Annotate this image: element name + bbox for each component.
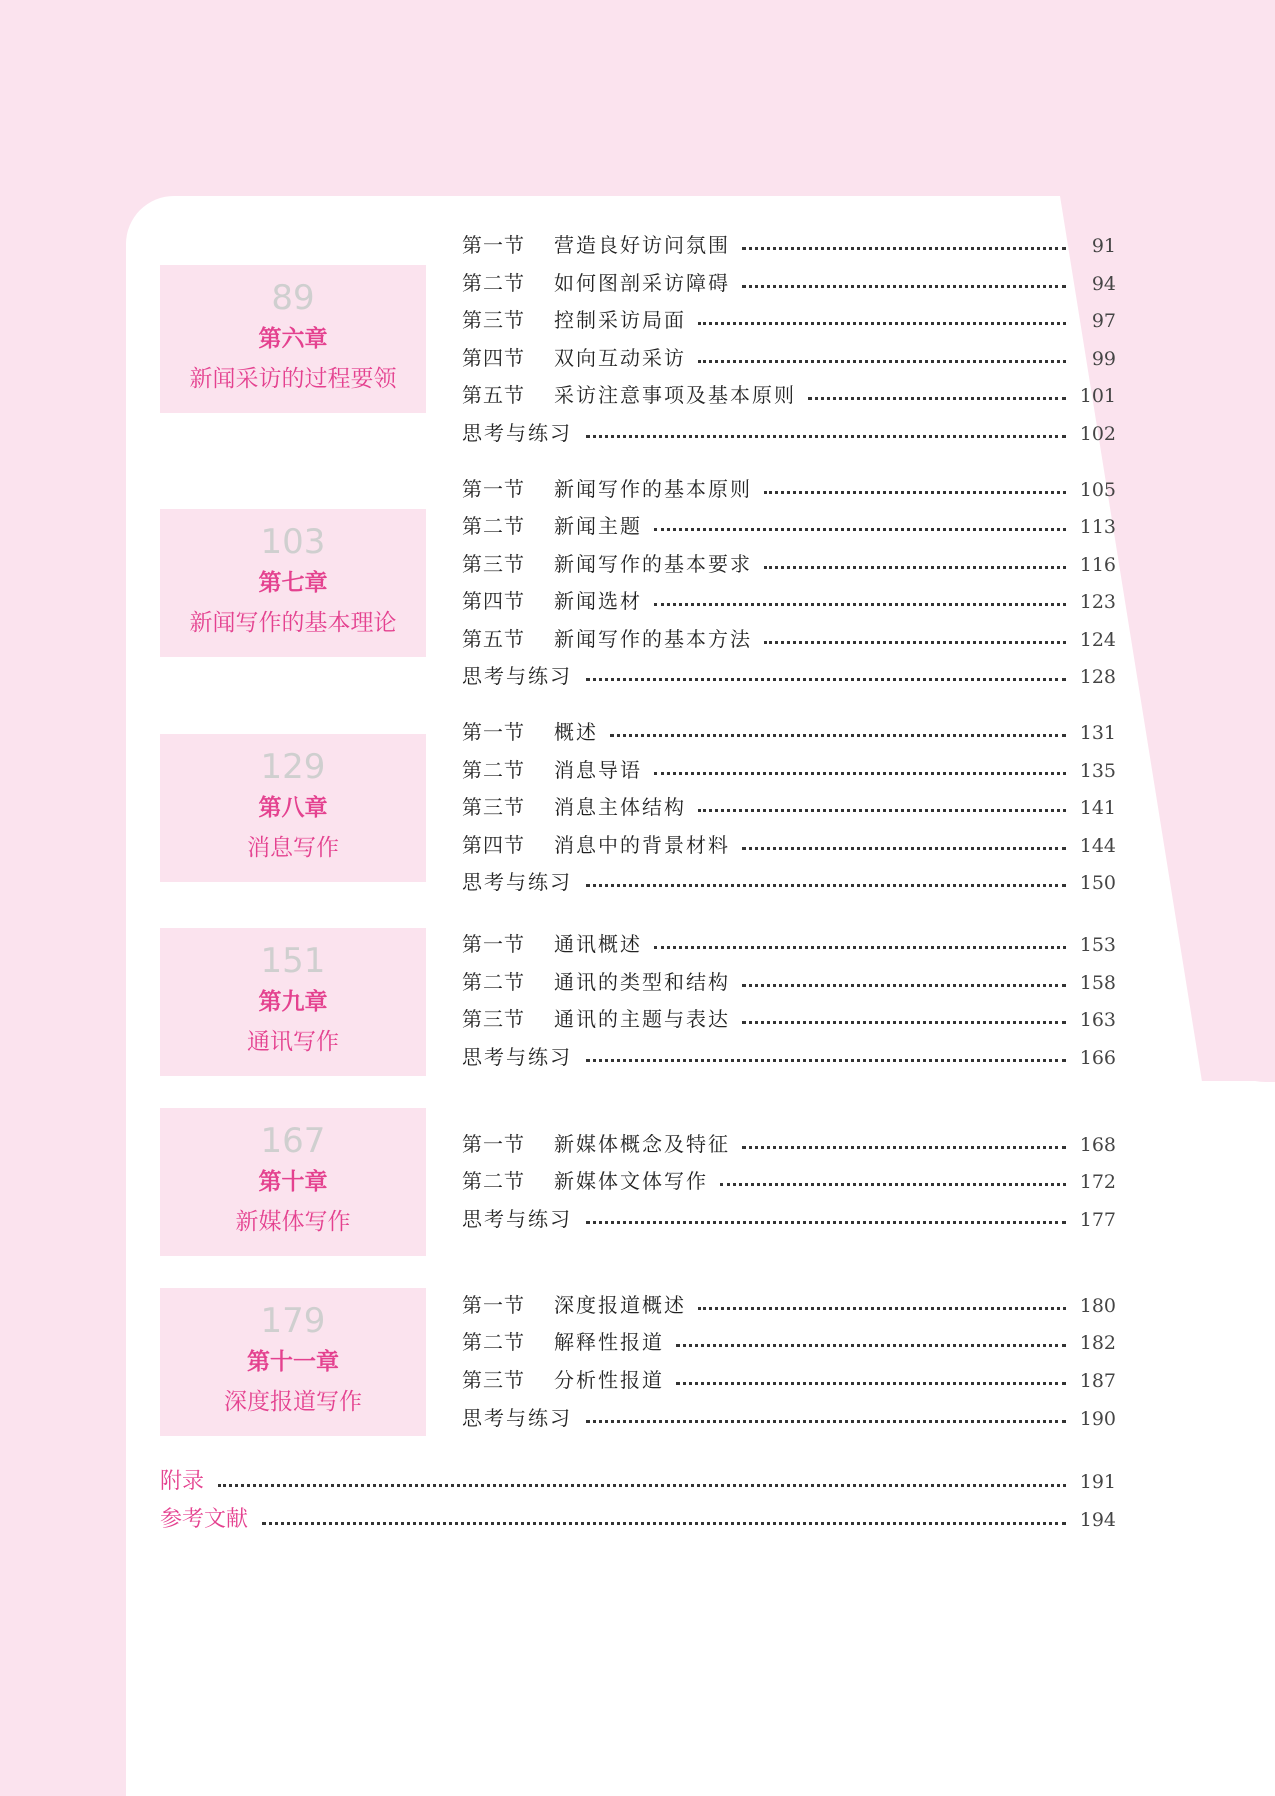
toc-entry[interactable] <box>462 1327 1116 1357</box>
toc-entry[interactable] <box>462 867 1116 897</box>
page-number: 172 <box>1079 1171 1116 1193</box>
chapter-start-page: 103 <box>260 522 326 562</box>
toc-entry[interactable] <box>462 418 1116 448</box>
chapter-start-page: 89 <box>271 278 315 318</box>
page-number: 128 <box>1079 666 1116 688</box>
chapter-title: 深度报道写作 <box>224 1389 362 1415</box>
section-number: 第三节 <box>462 795 525 819</box>
section-number: 第五节 <box>462 627 525 651</box>
section-number: 第三节 <box>462 552 525 576</box>
dot-leader <box>586 1420 1066 1423</box>
chapter-header <box>160 265 426 413</box>
section-number: 第一节 <box>462 477 525 501</box>
section-number: 第一节 <box>462 1132 525 1156</box>
chapter-header <box>160 1108 426 1256</box>
toc-entry[interactable] <box>462 474 1116 504</box>
page-number: 190 <box>1079 1408 1116 1430</box>
dot-leader <box>742 247 1066 250</box>
toc-entry[interactable] <box>462 830 1116 860</box>
toc-entry[interactable] <box>462 343 1116 373</box>
section-title: 如何图剖采访障碍 <box>554 271 730 295</box>
section-title: 双向互动采访 <box>554 346 686 370</box>
section-number: 第一节 <box>462 1293 525 1317</box>
section-title: 新闻写作的基本要求 <box>554 552 752 576</box>
section-number: 思考与练习 <box>462 870 572 894</box>
section-number: 第四节 <box>462 833 525 857</box>
page-number: 163 <box>1079 1009 1116 1031</box>
section-title: 深度报道概述 <box>554 1293 686 1317</box>
section-title: 新闻写作的基本原则 <box>554 477 752 501</box>
page-number: 97 <box>1091 310 1116 332</box>
toc-entry[interactable] <box>462 1204 1116 1234</box>
chapter-label: 第八章 <box>258 795 328 821</box>
section-title: 消息导语 <box>554 758 642 782</box>
section-number: 第二节 <box>462 1169 525 1193</box>
appendix-title: 附录 <box>160 1469 205 1494</box>
page-number: 187 <box>1079 1370 1116 1392</box>
dot-leader <box>742 984 1066 987</box>
chapter-title: 消息写作 <box>247 835 339 861</box>
page-number: 124 <box>1079 629 1116 651</box>
toc-entry[interactable] <box>462 792 1116 822</box>
section-title: 营造良好访问氛围 <box>554 233 730 257</box>
page-number: 150 <box>1079 872 1116 894</box>
chapter-start-page: 129 <box>260 747 326 787</box>
page-number: 141 <box>1079 797 1116 819</box>
section-title: 通讯概述 <box>554 932 642 956</box>
section-title: 通讯的主题与表达 <box>554 1007 730 1031</box>
section-number: 第四节 <box>462 589 525 613</box>
toc-entry[interactable] <box>462 929 1116 959</box>
appendix-entry[interactable] <box>160 1466 1116 1498</box>
chapter-header <box>160 928 426 1076</box>
toc-entry[interactable] <box>462 511 1116 541</box>
dot-leader <box>764 566 1066 569</box>
dot-leader <box>654 528 1066 531</box>
section-title: 采访注意事项及基本原则 <box>554 383 796 407</box>
chapter-start-page: 151 <box>260 941 326 981</box>
page-number: 91 <box>1091 235 1116 257</box>
dot-leader <box>742 1146 1066 1149</box>
chapter-title: 新媒体写作 <box>235 1209 351 1235</box>
toc-entry[interactable] <box>462 717 1116 747</box>
section-number: 思考与练习 <box>462 664 572 688</box>
dot-leader <box>742 1021 1066 1024</box>
section-number: 思考与练习 <box>462 1207 572 1231</box>
dot-leader <box>676 1344 1066 1347</box>
chapter-start-page: 179 <box>260 1301 326 1341</box>
section-title: 新闻主题 <box>554 514 642 538</box>
page-number: 123 <box>1079 591 1116 613</box>
dot-leader <box>654 772 1066 775</box>
dot-leader <box>610 734 1066 737</box>
chapter-start-page: 167 <box>260 1121 326 1161</box>
dot-leader <box>218 1484 1066 1487</box>
section-number: 第四节 <box>462 346 525 370</box>
section-number: 第二节 <box>462 758 525 782</box>
section-title: 分析性报道 <box>554 1368 664 1392</box>
section-title: 新媒体概念及特征 <box>554 1132 730 1156</box>
section-number: 第二节 <box>462 970 525 994</box>
dot-leader <box>698 322 1066 325</box>
section-title: 通讯的类型和结构 <box>554 970 730 994</box>
chapter-header <box>160 1288 426 1436</box>
chapter-label: 第七章 <box>258 570 328 596</box>
toc-entry[interactable] <box>462 1365 1116 1395</box>
dot-leader <box>654 946 1066 949</box>
toc-entry[interactable] <box>462 1403 1116 1433</box>
toc-entry[interactable] <box>462 967 1116 997</box>
toc-entry[interactable] <box>462 380 1116 410</box>
toc-entry[interactable] <box>462 230 1116 260</box>
section-number: 第一节 <box>462 233 525 257</box>
page-number: 135 <box>1079 760 1116 782</box>
dot-leader <box>742 285 1066 288</box>
section-number: 第三节 <box>462 1007 525 1031</box>
toc-entry[interactable] <box>462 1129 1116 1159</box>
page-number: 131 <box>1079 722 1116 744</box>
dot-leader <box>586 1221 1066 1224</box>
toc-entry[interactable] <box>462 1290 1116 1320</box>
toc-entry[interactable] <box>462 1004 1116 1034</box>
page-number: 94 <box>1091 273 1116 295</box>
toc-entry[interactable] <box>462 1166 1116 1196</box>
section-title: 新闻写作的基本方法 <box>554 627 752 651</box>
page-number: 182 <box>1079 1332 1116 1354</box>
toc-entry[interactable] <box>462 305 1116 335</box>
chapter-label: 第十章 <box>258 1169 328 1195</box>
page-number: 180 <box>1079 1295 1116 1317</box>
section-title: 新媒体文体写作 <box>554 1169 708 1193</box>
dot-leader <box>764 641 1066 644</box>
page-number: 144 <box>1079 835 1116 857</box>
dot-leader <box>698 360 1066 363</box>
dot-leader <box>654 603 1066 606</box>
page-number: 105 <box>1079 479 1116 501</box>
dot-leader <box>586 435 1066 438</box>
dot-leader <box>808 397 1066 400</box>
section-number: 第二节 <box>462 514 525 538</box>
section-number: 第一节 <box>462 932 525 956</box>
dot-leader <box>586 884 1066 887</box>
section-number: 思考与练习 <box>462 1406 572 1430</box>
page-number: 177 <box>1079 1209 1116 1231</box>
page-number: 101 <box>1079 385 1116 407</box>
chapter-title: 新闻采访的过程要领 <box>189 366 397 392</box>
page-number: 191 <box>1079 1471 1116 1493</box>
section-number: 第一节 <box>462 720 525 744</box>
toc-entry[interactable] <box>462 661 1116 691</box>
chapter-label: 第六章 <box>258 326 328 352</box>
dot-leader <box>720 1183 1066 1186</box>
toc-entry[interactable] <box>462 755 1116 785</box>
section-number: 第五节 <box>462 383 525 407</box>
section-number: 第三节 <box>462 308 525 332</box>
section-title: 消息中的背景材料 <box>554 833 730 857</box>
page-number: 102 <box>1079 423 1116 445</box>
page-number: 113 <box>1079 516 1116 538</box>
section-title: 控制采访局面 <box>554 308 686 332</box>
section-number: 第二节 <box>462 1330 525 1354</box>
section-number: 思考与练习 <box>462 421 572 445</box>
dot-leader <box>262 1522 1066 1525</box>
section-title: 消息主体结构 <box>554 795 686 819</box>
dot-leader <box>586 678 1066 681</box>
chapter-label: 第九章 <box>258 989 328 1015</box>
page-number: 166 <box>1079 1047 1116 1069</box>
dot-leader <box>764 491 1066 494</box>
page-number: 194 <box>1079 1509 1116 1531</box>
section-number: 第三节 <box>462 1368 525 1392</box>
chapter-label: 第十一章 <box>247 1349 339 1375</box>
toc-entry[interactable] <box>462 586 1116 616</box>
section-title: 新闻选材 <box>554 589 642 613</box>
dot-leader <box>698 1307 1066 1310</box>
page-number: 116 <box>1079 554 1116 576</box>
section-title: 概述 <box>554 720 598 744</box>
page-number: 99 <box>1091 348 1116 370</box>
chapter-title: 新闻写作的基本理论 <box>189 610 397 636</box>
dot-leader <box>676 1382 1066 1385</box>
toc-entry[interactable] <box>462 549 1116 579</box>
appendix-entry[interactable] <box>160 1504 1116 1536</box>
dot-leader <box>698 809 1066 812</box>
page-number: 168 <box>1079 1134 1116 1156</box>
section-number: 第二节 <box>462 271 525 295</box>
section-number: 思考与练习 <box>462 1045 572 1069</box>
toc-entry[interactable] <box>462 268 1116 298</box>
toc-entry[interactable] <box>462 624 1116 654</box>
section-title: 解释性报道 <box>554 1330 664 1354</box>
chapter-title: 通讯写作 <box>247 1029 339 1055</box>
chapter-header <box>160 509 426 657</box>
chapter-header <box>160 734 426 882</box>
toc-entry[interactable] <box>462 1042 1116 1072</box>
dot-leader <box>742 847 1066 850</box>
appendix-title: 参考文献 <box>160 1507 249 1532</box>
page-number: 153 <box>1079 934 1116 956</box>
page-number: 158 <box>1079 972 1116 994</box>
dot-leader <box>586 1059 1066 1062</box>
